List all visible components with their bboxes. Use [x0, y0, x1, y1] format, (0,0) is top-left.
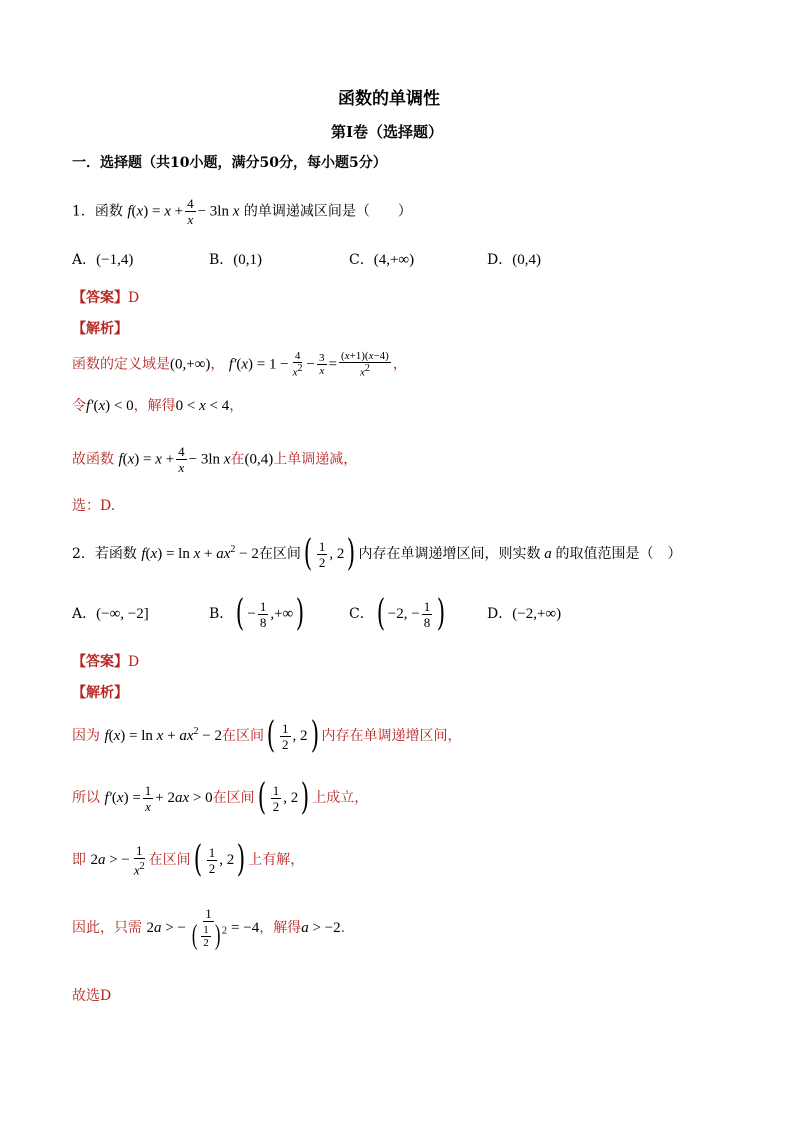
q2-option-d[interactable]: D．(−2,+∞): [487, 606, 562, 622]
volume-title: 第Ⅰ卷（选择题）: [331, 123, 444, 141]
q1-option-c[interactable]: C．(4,+∞): [349, 252, 415, 268]
q2-analysis-line-1: 因为 $f(x) = \ln x + ax^2 - 2$在区间( $\frac{1}{2}$ , 2) 内存在单调递增区间，: [72, 715, 462, 756]
q1-answer: 【答案】D: [72, 290, 140, 306]
q2-analysis-line-4: 因此，只需 2a > − 1 ( $\frac{1}{2}$ ) $^2$ = −4，解得a > −2.: [72, 906, 346, 951]
q1-analysis-line-3: 故函数 f(x) = x + $\frac{4}{x}$ − 3ln x在(0,4)上单调递减，: [72, 444, 358, 475]
page-title: 函数的单调性: [338, 89, 440, 109]
q2-analysis-tag: 【解析】: [72, 685, 128, 701]
q2-option-c[interactable]: C．( −2, − $\frac{1}{8}$ ): [349, 593, 446, 634]
q2-analysis-line-5: 故选D: [72, 988, 112, 1004]
q1-option-d[interactable]: D．(0,4): [487, 252, 541, 268]
q2-option-b[interactable]: B．( − $\frac{1}{8}$ ,+∞): [209, 593, 305, 634]
question-2-options: [72, 593, 612, 636]
q1-option-b[interactable]: B．(0,1): [209, 252, 263, 268]
q2-option-a[interactable]: A．(−∞, −2]: [72, 606, 149, 622]
q2-analysis-line-2: 所以 f′(x) = $\frac{1}{x}$ + 2ax > 0在区间( $\frac{1}{2}$ , 2) 上成立，: [72, 777, 369, 818]
question-1-stem: 1．函数 f(x) = x + $\frac{4}{x}$ − 3ln x 的单调递减区间是（ ）: [72, 196, 412, 227]
q1-analysis-line-4: 选：D.: [72, 498, 116, 514]
question-2-stem: 2．若函数 $f(x) = \ln x + ax^2 - 2$在区间( $\frac{1}{2}$ , 2) 内存在单调递增区间，则实数 a 的取值范围是（ ）: [72, 533, 682, 574]
section-heading: 一．选择题（共10小题，满分50分，每小题5分）: [72, 155, 387, 171]
q2-analysis-line-3: 即 2a > − $\frac{1}{x^2}$ 在区间( $\frac{1}{2}$ , 2) 上有解，: [72, 839, 305, 880]
q1-analysis-tag: 【解析】: [72, 321, 128, 337]
q1-option-a[interactable]: A．(−1,4): [72, 252, 134, 268]
q2-answer: 【答案】D: [72, 654, 140, 670]
q1-analysis-line-2: 令f′(x) < 0，解得0 < x < 4，: [72, 398, 244, 414]
q1-analysis-line-1: 函数的定义域是(0,+∞)， f′(x) = 1 − $\frac{4}{x2}$ − $\frac{3}{x}$ = $\frac{(x+1)(x-4)}{x2}$ ，: [72, 350, 407, 379]
